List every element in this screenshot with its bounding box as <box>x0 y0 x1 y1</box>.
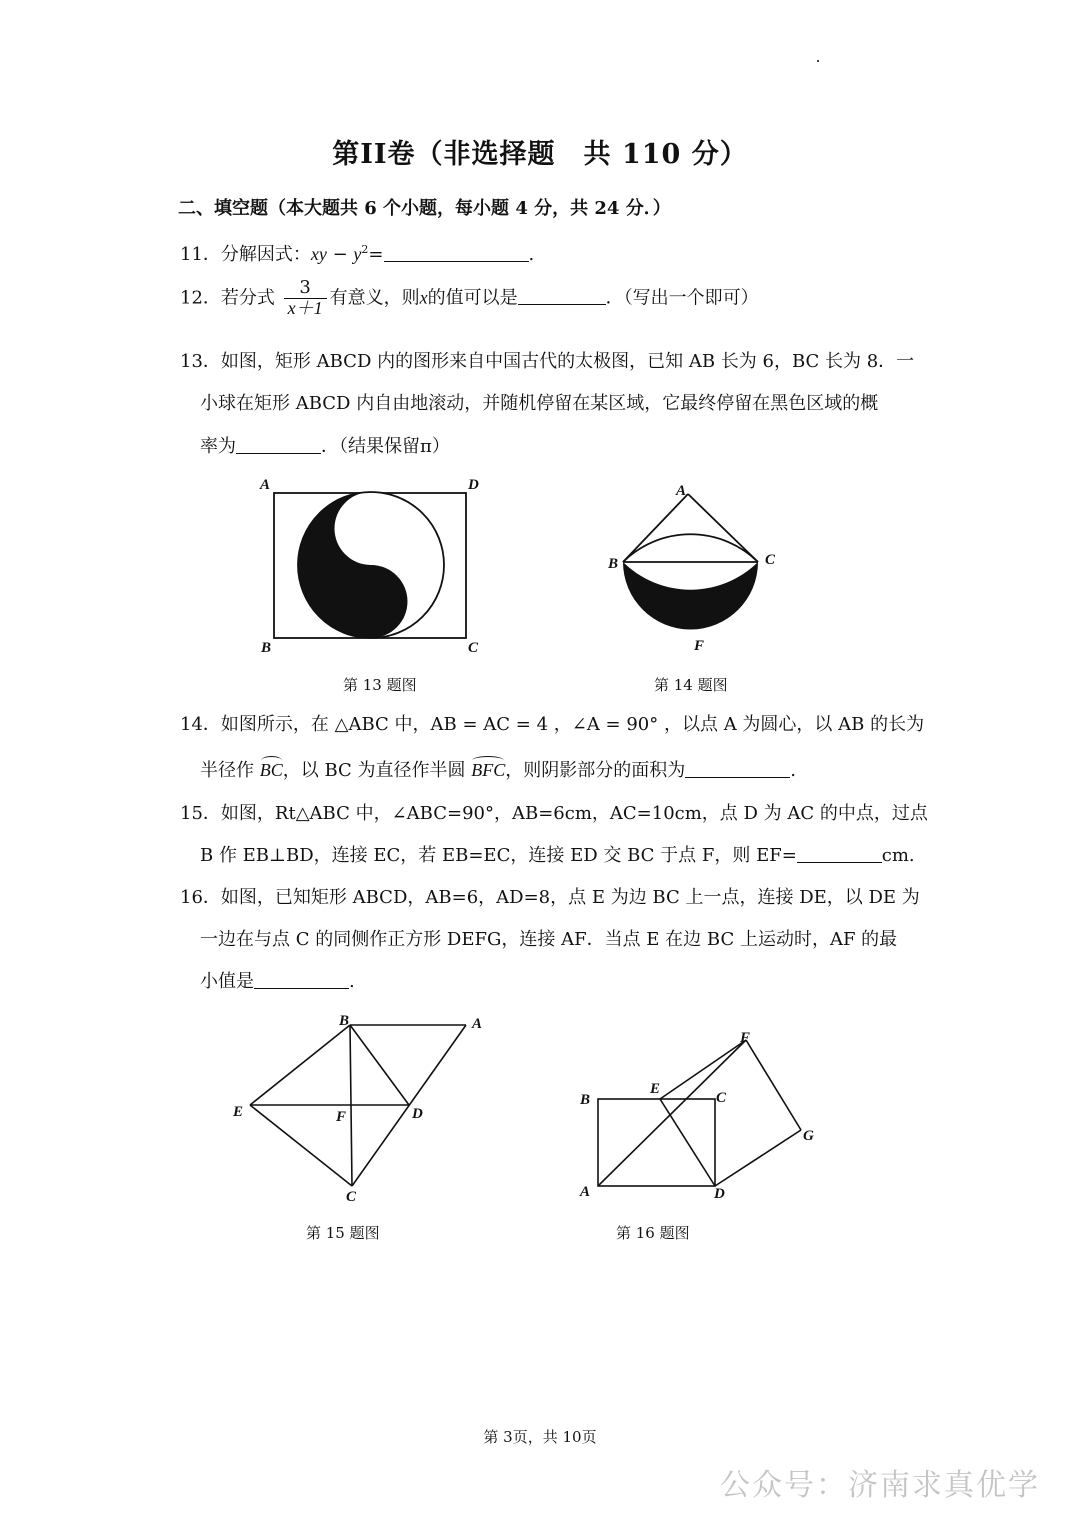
question-11 <box>180 240 534 266</box>
figure-13 <box>255 472 485 657</box>
page-footer: 第 3页，共 10页 <box>483 1428 597 1446</box>
taiji-black-dot <box>363 593 380 610</box>
label-b: B <box>261 640 272 656</box>
q13-line-3a: 率为 <box>200 436 236 457</box>
q11-answer-blank[interactable] <box>384 261 529 262</box>
q11-expr-c: y <box>353 244 362 264</box>
label-c: C <box>468 640 479 656</box>
q11-text: 11．分解因式： <box>180 244 311 265</box>
q13-line-3 <box>200 432 450 458</box>
label-c: C <box>346 1189 357 1205</box>
q14-arc-bfc: BFC <box>471 760 506 780</box>
q16-line-3 <box>200 967 355 993</box>
label-d: D <box>468 477 479 493</box>
label-e: E <box>650 1081 661 1097</box>
q11-expr-a: xy <box>310 244 327 264</box>
figure-14-caption: 第 14 题图 <box>654 676 728 694</box>
figure-16 <box>570 1018 830 1208</box>
q15-line-1: 15．如图，Rt△ABC 中，∠ABC=90°，AB=6cm，AC=10cm，点 D 为 AC 的中点，过点 <box>180 803 928 824</box>
question-12 <box>180 278 759 319</box>
q12-answer-blank[interactable] <box>518 304 606 305</box>
q12-mid: 有意义，则 <box>329 287 420 309</box>
q16-line-3b: . <box>349 971 355 992</box>
rectangle-abcd <box>598 1099 715 1186</box>
q12-text: 12．若分式 <box>180 287 275 309</box>
shaded-region <box>623 562 758 630</box>
q11-expr-b: − <box>326 244 354 265</box>
q12-end: ．（写出一个即可） <box>605 287 759 309</box>
segment-gd <box>715 1130 801 1186</box>
segment-ac <box>688 494 758 562</box>
label-b: B <box>339 1013 350 1029</box>
label-a: A <box>580 1184 591 1200</box>
label-c: C <box>716 1090 727 1106</box>
label-d: D <box>714 1186 725 1202</box>
q12-fraction <box>284 278 327 319</box>
q14-line-2c: ，则阴影部分的面积为 <box>505 760 686 781</box>
segment-bd <box>350 1025 409 1105</box>
q14-line-2d: . <box>790 760 796 781</box>
section-heading: 二、填空题（本大题共 6 个小题，每小题 4 分，共 24 分．） <box>178 198 671 219</box>
q14-answer-blank[interactable] <box>685 777 790 778</box>
q11-equals: = <box>368 244 384 265</box>
q14-line-2b: ，以 BC 为直径作半圆 <box>282 760 472 781</box>
figure-13-caption: 第 13 题图 <box>343 676 417 694</box>
q15-line-2a: B 作 EB⊥BD，连接 EC，若 EB=EC，连接 ED 交 BC 于点 F，则 EF= <box>200 845 797 866</box>
q12-var: x <box>419 287 428 308</box>
label-e: E <box>233 1104 244 1120</box>
q13-answer-blank[interactable] <box>236 453 321 454</box>
figure-15 <box>225 1008 495 1208</box>
label-f: F <box>694 638 705 654</box>
segment-eb <box>250 1025 350 1105</box>
label-c: C <box>765 552 776 568</box>
q14-line-2a: 半径作 <box>200 760 260 781</box>
arc-bc <box>623 534 758 562</box>
figure-15-caption: 第 15 题图 <box>306 1224 380 1242</box>
q14-arc-bc: BC <box>259 760 283 780</box>
q12-denominator: x＋1 <box>287 297 323 318</box>
segment-fg <box>746 1040 801 1130</box>
figure-16-caption: 第 16 题图 <box>616 1224 690 1242</box>
segment-ef <box>660 1040 746 1099</box>
taiji-white-dot <box>363 520 380 537</box>
q14-line-2 <box>200 756 796 782</box>
scan-speck <box>817 60 819 62</box>
q16-line-3a: 小值是 <box>200 971 254 992</box>
q11-end: . <box>528 244 535 265</box>
segment-ab <box>623 494 688 562</box>
label-b: B <box>580 1092 591 1108</box>
q13-line-3b: ．（结果保留π） <box>321 436 450 457</box>
q12-numerator: 3 <box>284 278 327 299</box>
segment-ed <box>660 1099 715 1186</box>
q15-line-2b: cm. <box>881 845 915 866</box>
label-f: F <box>336 1109 347 1125</box>
watermark: 公众号：济南求真优学 <box>720 1468 1040 1503</box>
q15-answer-blank[interactable] <box>797 862 882 863</box>
label-a: A <box>260 477 271 493</box>
figure-14 <box>600 478 790 658</box>
label-g: G <box>803 1128 814 1144</box>
q15-line-2 <box>200 841 915 867</box>
q16-answer-blank[interactable] <box>254 988 349 989</box>
q16-line-2: 一边在与点 C 的同侧作正方形 DEFG，连接 AF．当点 E 在边 BC 上运动时，AF 的最 <box>200 929 898 950</box>
label-a: A <box>676 483 687 499</box>
segment-af <box>598 1040 746 1186</box>
q12-mid2: 的值可以是 <box>427 287 518 309</box>
q13-line-1: 13．如图，矩形 ABCD 内的图形来自中国古代的太极图，已知 AB 长为 6，BC 长为 8．一 <box>180 351 915 372</box>
label-f: F <box>740 1030 751 1046</box>
label-b: B <box>608 556 619 572</box>
page-title: 第II卷（非选择题 共 110 分） <box>332 139 748 170</box>
q16-line-1: 16．如图，已知矩形 ABCD，AB=6，AD=8，点 E 为边 BC 上一点，连接 DE，以 DE 为 <box>180 887 920 908</box>
label-d: D <box>412 1106 423 1122</box>
q13-line-2: 小球在矩形 ABCD 内自由地滚动，并随机停留在某区域，它最终停留在黑色区域的概 <box>200 393 879 414</box>
q11-exponent: 2 <box>361 243 369 256</box>
label-a: A <box>472 1016 483 1032</box>
q14-line-1: 14．如图所示，在 △ABC 中，AB = AC = 4 ，∠A = 90° ，以点 A 为圆心，以 AB 的长为 <box>180 714 925 735</box>
